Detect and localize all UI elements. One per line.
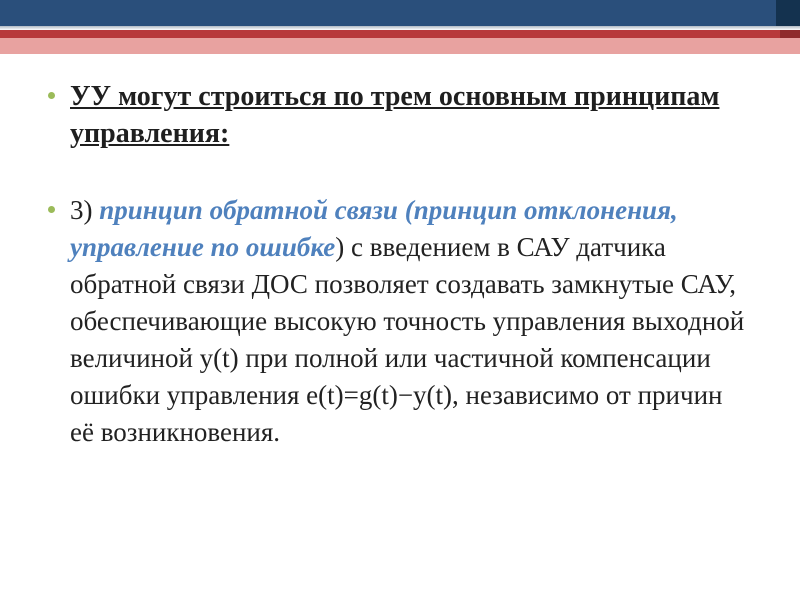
header-stripe-red <box>0 30 800 38</box>
slide-content <box>48 78 748 451</box>
principle-paragraph <box>70 192 748 451</box>
principle-highlight: принцип обратной связи (принцип отклонения, управление по ошибке <box>70 195 678 262</box>
principle-body: с введением в САУ датчика обратной связи ДОС позволяет создавать замкнутые САУ, обеспечивающие высокую точность управления выходной величиной y(t) при полной или частичной компенсации ошибки управления e(t)=g(t)−y(t), независимо от причин её возникновения. <box>70 232 745 447</box>
header-corner-red <box>780 30 800 38</box>
bullet-principle <box>48 192 748 451</box>
header-corner-dark <box>776 0 800 26</box>
principle-number: 3) <box>70 195 100 225</box>
principle-paren: ) <box>335 232 345 262</box>
bullet-dot-icon <box>48 206 55 213</box>
bullet-heading <box>48 78 748 152</box>
bullet-dot-icon <box>48 92 55 99</box>
slide-heading: УУ могут строиться по трем основным принципам управления: <box>70 81 720 149</box>
header-band-pink <box>0 38 800 54</box>
header-bar-blue <box>0 0 800 26</box>
